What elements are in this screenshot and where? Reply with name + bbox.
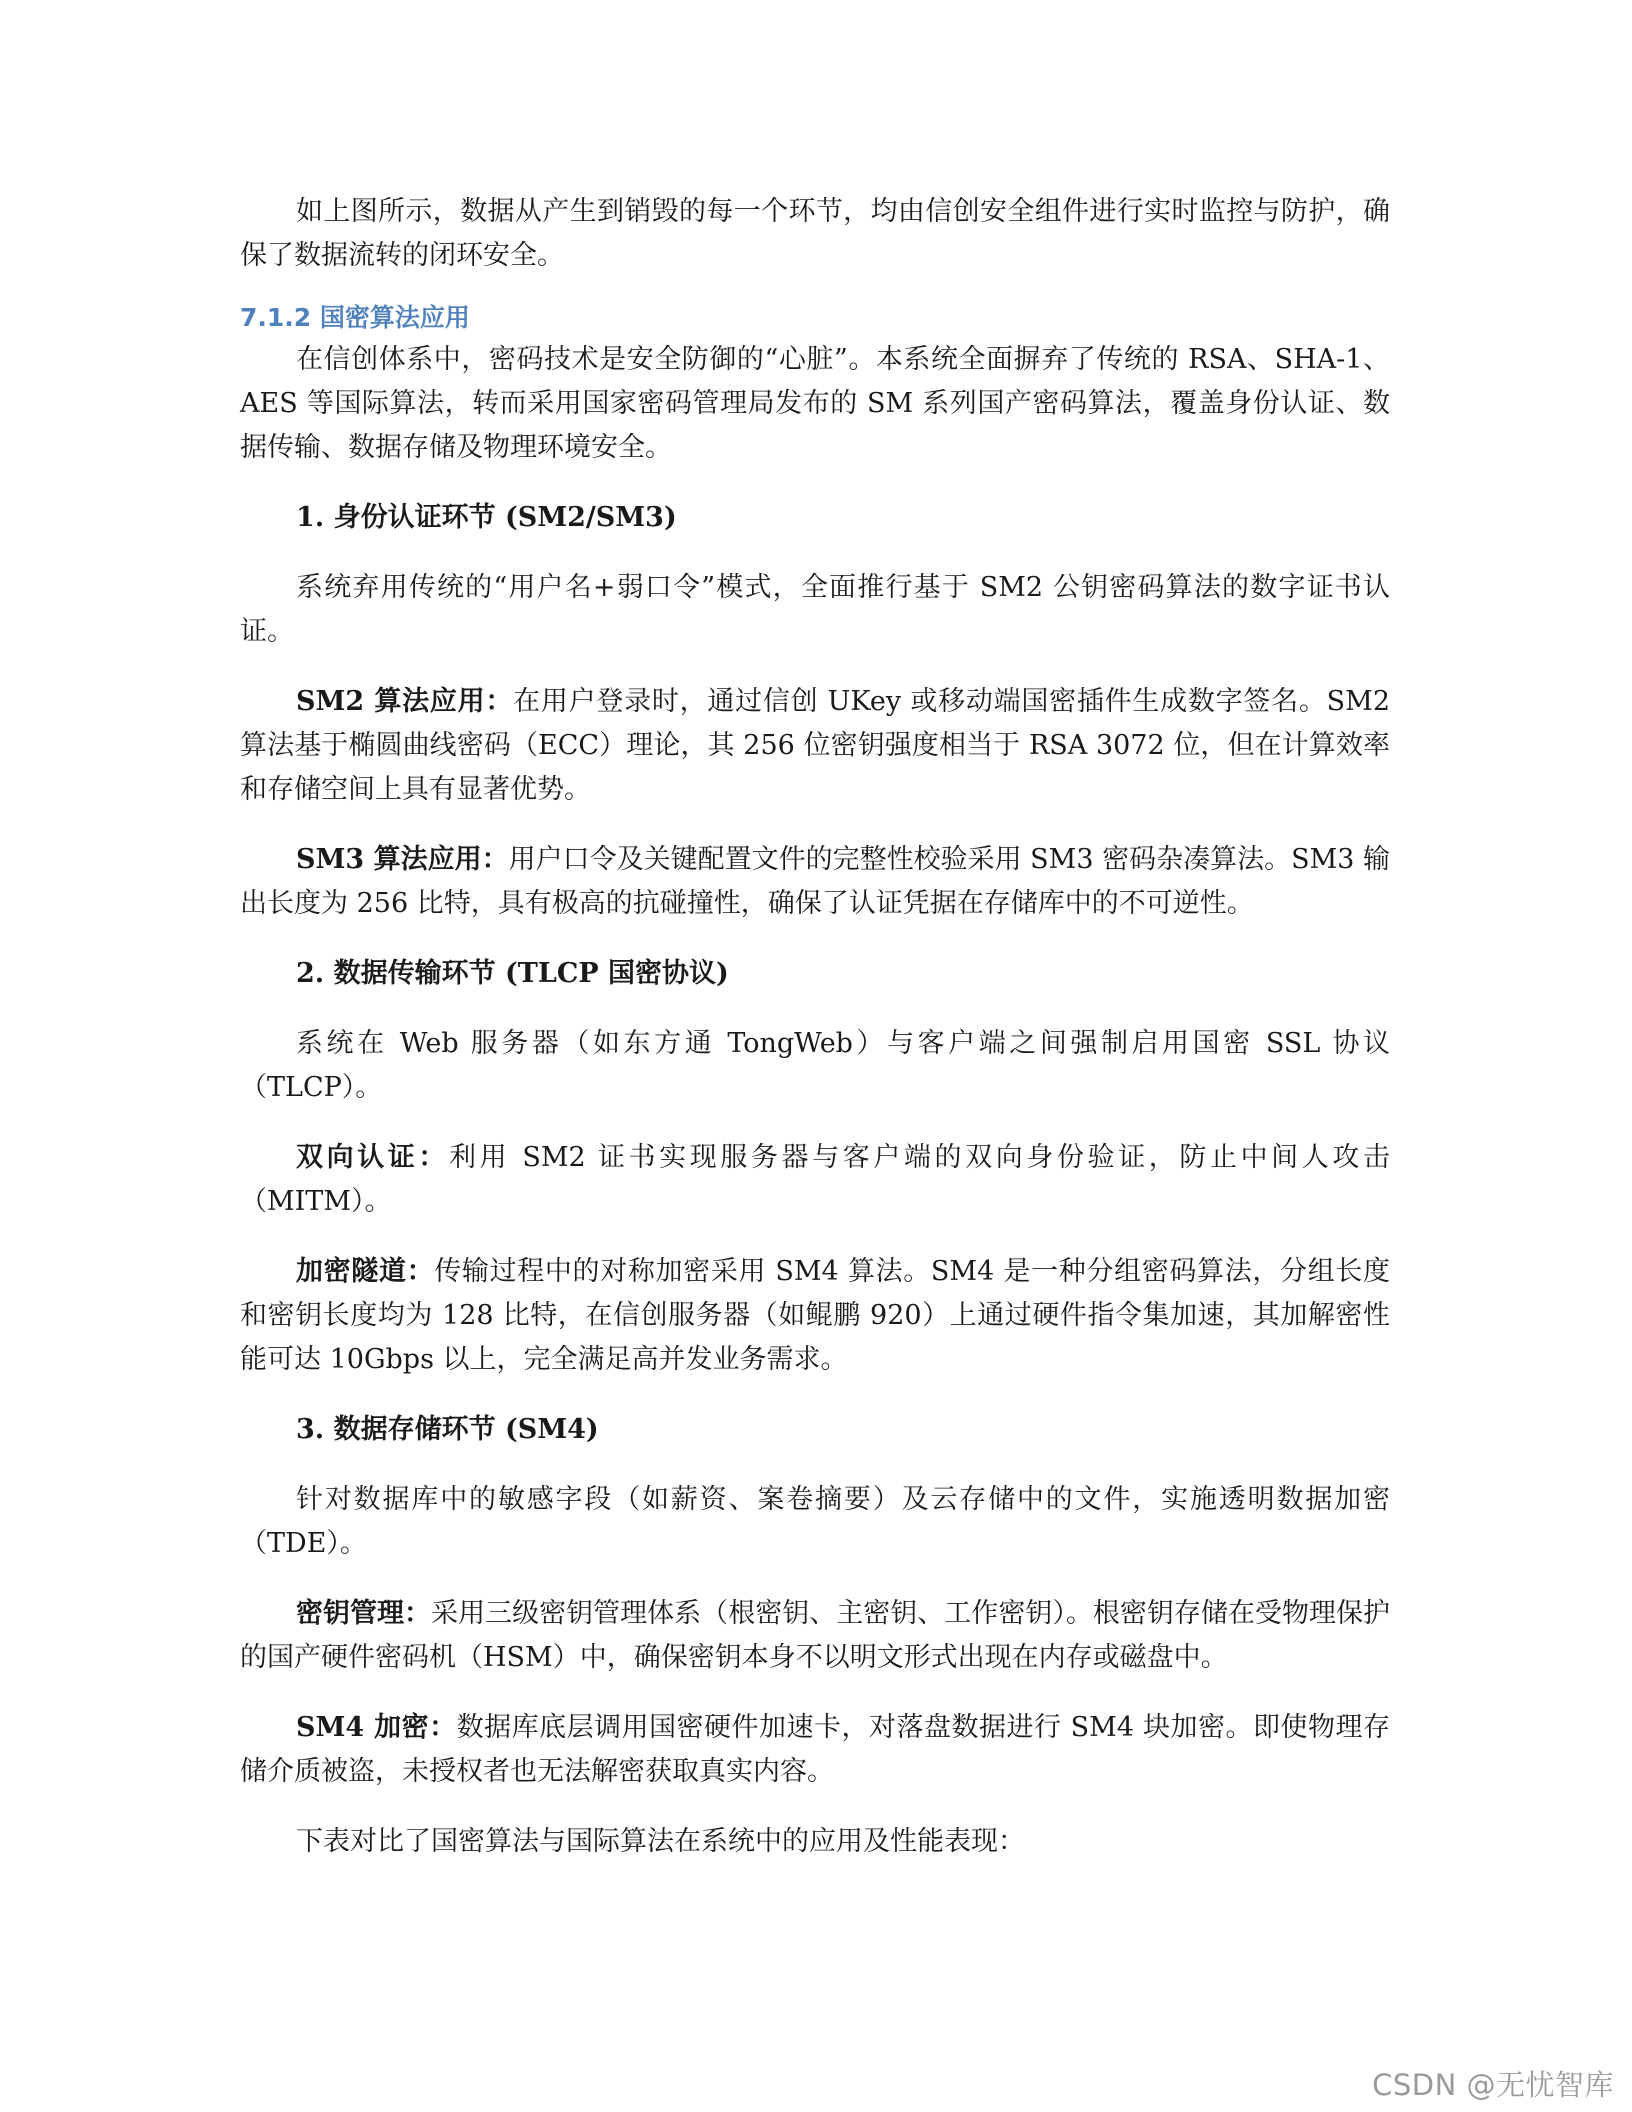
table-intro-paragraph: 下表对比了国密算法与国际算法在系统中的应用及性能表现： <box>296 1826 1025 1857</box>
auth-intro-paragraph: 系统弃用传统的“用户名+弱口令”模式，全面推行基于 SM2 公钥密码算法的数字证书认证。 <box>240 572 1390 647</box>
subheading-storage: 3. 数据存储环节 (SM4) <box>296 1414 599 1445</box>
document-body <box>240 190 1390 1864</box>
section-heading: 7.1.2 国密算法应用 <box>240 303 470 332</box>
watermark: CSDN @无忧智库 <box>1372 2068 1614 2102</box>
transport-intro-paragraph: 系统在 Web 服务器（如东方通 TongWeb）与客户端之间强制启用国密 SSL 协议（TLCP）。 <box>240 1028 1390 1103</box>
sm2-lead: SM2 算法应用： <box>296 686 514 717</box>
key-mgmt-body: 采用三级密钥管理体系（根密钥、主密钥、工作密钥）。根密钥存储在受物理保护的国产硬件密码机（HSM）中，确保密钥本身不以明文形式出现在内存或磁盘中。 <box>240 1598 1390 1673</box>
sm2-body: 在用户登录时，通过信创 UKey 或移动端国密插件生成数字签名。SM2 算法基于椭圆曲线密码（ECC）理论，其 256 位密钥强度相当于 RSA 3072 位，但在计算效率和存储空间上具有显著优势。 <box>240 686 1390 805</box>
section-intro-paragraph: 在信创体系中，密码技术是安全防御的“心脏”。本系统全面摒弃了传统的 RSA、SHA-1、AES 等国际算法，转而采用国家密码管理局发布的 SM 系列国产密码算法，覆盖身份认证、数据传输、数据存储及物理环境安全。 <box>240 344 1390 463</box>
sm4-body: 数据库底层调用国密硬件加速卡，对落盘数据进行 SM4 块加密。即使物理存储介质被盗，未授权者也无法解密获取真实内容。 <box>240 1712 1390 1787</box>
mutual-auth-body: 利用 SM2 证书实现服务器与客户端的双向身份验证，防止中间人攻击（MITM）。 <box>240 1142 1390 1217</box>
key-mgmt-lead: 密钥管理： <box>296 1598 432 1629</box>
mutual-auth-paragraph <box>240 1136 1390 1224</box>
key-mgmt-paragraph <box>240 1592 1390 1680</box>
subheading-transport: 2. 数据传输环节 (TLCP 国密协议) <box>296 958 729 989</box>
tunnel-paragraph <box>240 1250 1390 1382</box>
intro-paragraph: 如上图所示，数据从产生到销毁的每一个环节，均由信创安全组件进行实时监控与防护，确保了数据流转的闭环安全。 <box>240 196 1390 271</box>
tunnel-body: 传输过程中的对称加密采用 SM4 算法。SM4 是一种分组密码算法，分组长度和密钥长度均为 128 比特，在信创服务器（如鲲鹏 920）上通过硬件指令集加速，其加解密性能可达 10Gbps 以上，完全满足高并发业务需求。 <box>240 1256 1390 1375</box>
storage-intro-paragraph: 针对数据库中的敏感字段（如薪资、案卷摘要）及云存储中的文件，实施透明数据加密（TDE）。 <box>240 1484 1390 1559</box>
tunnel-lead: 加密隧道： <box>296 1256 435 1287</box>
mutual-auth-lead: 双向认证： <box>296 1142 450 1173</box>
sm3-lead: SM3 算法应用： <box>296 844 509 875</box>
sm3-body: 用户口令及关键配置文件的完整性校验采用 SM3 密码杂凑算法。SM3 输出长度为 256 比特，具有极高的抗碰撞性，确保了认证凭据在存储库中的不可逆性。 <box>240 844 1390 919</box>
subheading-auth: 1. 身份认证环节 (SM2/SM3) <box>296 502 677 533</box>
sm2-paragraph <box>240 680 1390 812</box>
sm4-lead: SM4 加密： <box>296 1712 457 1743</box>
sm3-paragraph <box>240 838 1390 926</box>
sm4-paragraph <box>240 1706 1390 1794</box>
